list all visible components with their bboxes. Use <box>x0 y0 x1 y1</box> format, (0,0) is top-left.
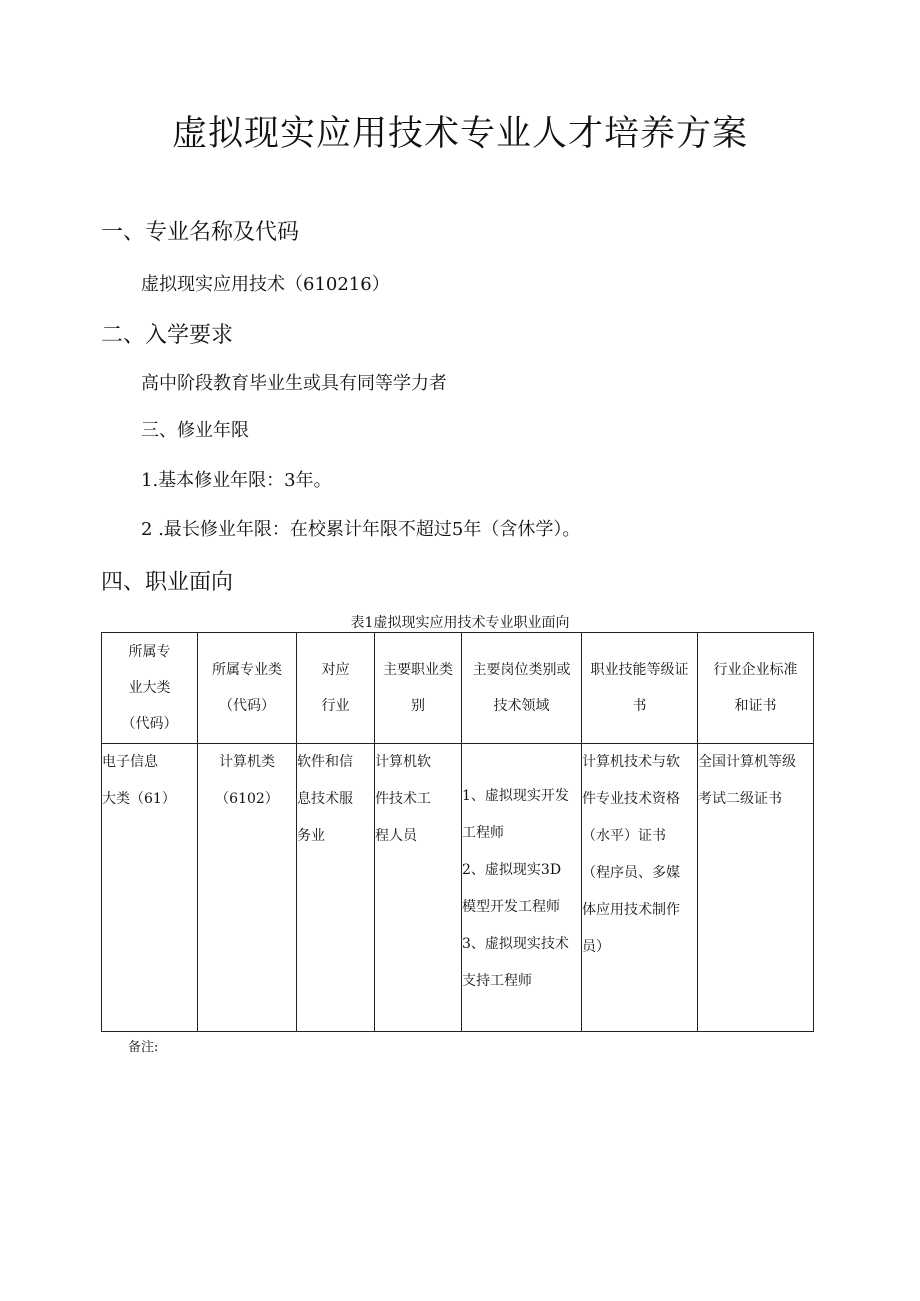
cell-line: 2、虚拟现实3D <box>462 862 562 878</box>
cell-line: 主要岗位类别或 <box>472 662 571 678</box>
header-category <box>102 633 198 744</box>
cell-line: 员） <box>582 939 610 955</box>
cell-line: 1、虚拟现实开发 <box>462 788 569 804</box>
table-caption: 表1虚拟现实应用技术专业职业面向 <box>350 615 570 631</box>
cell-line: 件专业技术资格 <box>582 791 680 807</box>
cell-line: 务业 <box>297 828 325 844</box>
header-major-class <box>198 633 297 744</box>
study-years-max: 2 .最长修业年限：在校累计年限不超过5年（含休学）。 <box>141 519 581 540</box>
header-positions <box>462 633 582 744</box>
header-standards <box>698 633 814 744</box>
table-header-row <box>102 633 814 744</box>
header-industry <box>297 633 375 744</box>
header-occupation <box>375 633 462 744</box>
section-heading-1: 一、专业名称及代码 <box>101 220 300 245</box>
cell-line: 业大类 <box>128 680 171 696</box>
cell-line: 模型开发工程师 <box>462 899 560 915</box>
career-orientation-table <box>101 632 814 1032</box>
table-row <box>102 744 814 1032</box>
cell-line: （程序员、多媒 <box>582 865 680 881</box>
cell-line: 书 <box>632 698 647 714</box>
document-title: 虚拟现实应用技术专业人才培养方案 <box>171 114 748 154</box>
section-heading-3: 三、修业年限 <box>141 420 249 441</box>
cell-line: 别 <box>411 698 425 714</box>
cell-line: 行业 <box>321 698 350 714</box>
cell-certificates <box>582 744 698 1032</box>
cell-major-class <box>198 744 297 1032</box>
cell-occupation <box>375 744 462 1032</box>
cell-line: 考试二级证书 <box>698 791 782 807</box>
cell-line: 所属专 <box>128 644 171 660</box>
cell-line: 软件和信 <box>297 754 353 770</box>
cell-line: （代码） <box>121 716 178 732</box>
cell-line: 和证书 <box>734 698 777 714</box>
cell-line: 所属专业类 <box>212 662 282 678</box>
cell-line: 行业企业标准 <box>713 662 798 678</box>
cell-line: 工程师 <box>462 825 504 841</box>
cell-line: 电子信息 <box>102 754 158 770</box>
cell-industry <box>297 744 375 1032</box>
cell-line: 对应 <box>321 662 350 678</box>
section-heading-4: 四、职业面向 <box>101 570 234 595</box>
cell-line: 计算机技术与软 <box>582 754 680 770</box>
cell-line: 件技术工 <box>375 791 431 807</box>
cell-line: （6102） <box>215 791 279 807</box>
admission-requirement: 高中阶段教育毕业生或具有同等学力者 <box>141 373 447 394</box>
cell-line: 大类（61） <box>102 791 176 807</box>
cell-line: 主要职业类 <box>383 662 453 678</box>
cell-line: 技术领域 <box>493 698 550 714</box>
header-certificates <box>582 633 698 744</box>
remark-label: 备注: <box>128 1040 159 1055</box>
cell-category <box>102 744 198 1032</box>
cell-standards <box>698 744 814 1032</box>
cell-line: 计算机软 <box>375 754 431 770</box>
cell-line: 计算机类 <box>219 754 275 770</box>
study-years-basic: 1.基本修业年限：3年。 <box>141 470 332 491</box>
cell-line: 职业技能等级证 <box>590 662 689 678</box>
section-heading-2: 二、入学要求 <box>101 323 234 348</box>
cell-line: 体应用技术制作 <box>582 902 680 918</box>
cell-line: 全国计算机等级 <box>698 754 796 770</box>
cell-line: 程人员 <box>375 828 417 844</box>
cell-line: （水平）证书 <box>582 828 666 844</box>
cell-line: 支持工程师 <box>462 973 532 989</box>
cell-positions <box>462 744 582 1032</box>
cell-line: 3、虚拟现实技术 <box>462 936 569 952</box>
cell-line: 息技术服 <box>297 791 353 807</box>
major-name-code: 虚拟现实应用技术（610216） <box>141 274 390 295</box>
cell-line: （代码） <box>219 698 275 714</box>
